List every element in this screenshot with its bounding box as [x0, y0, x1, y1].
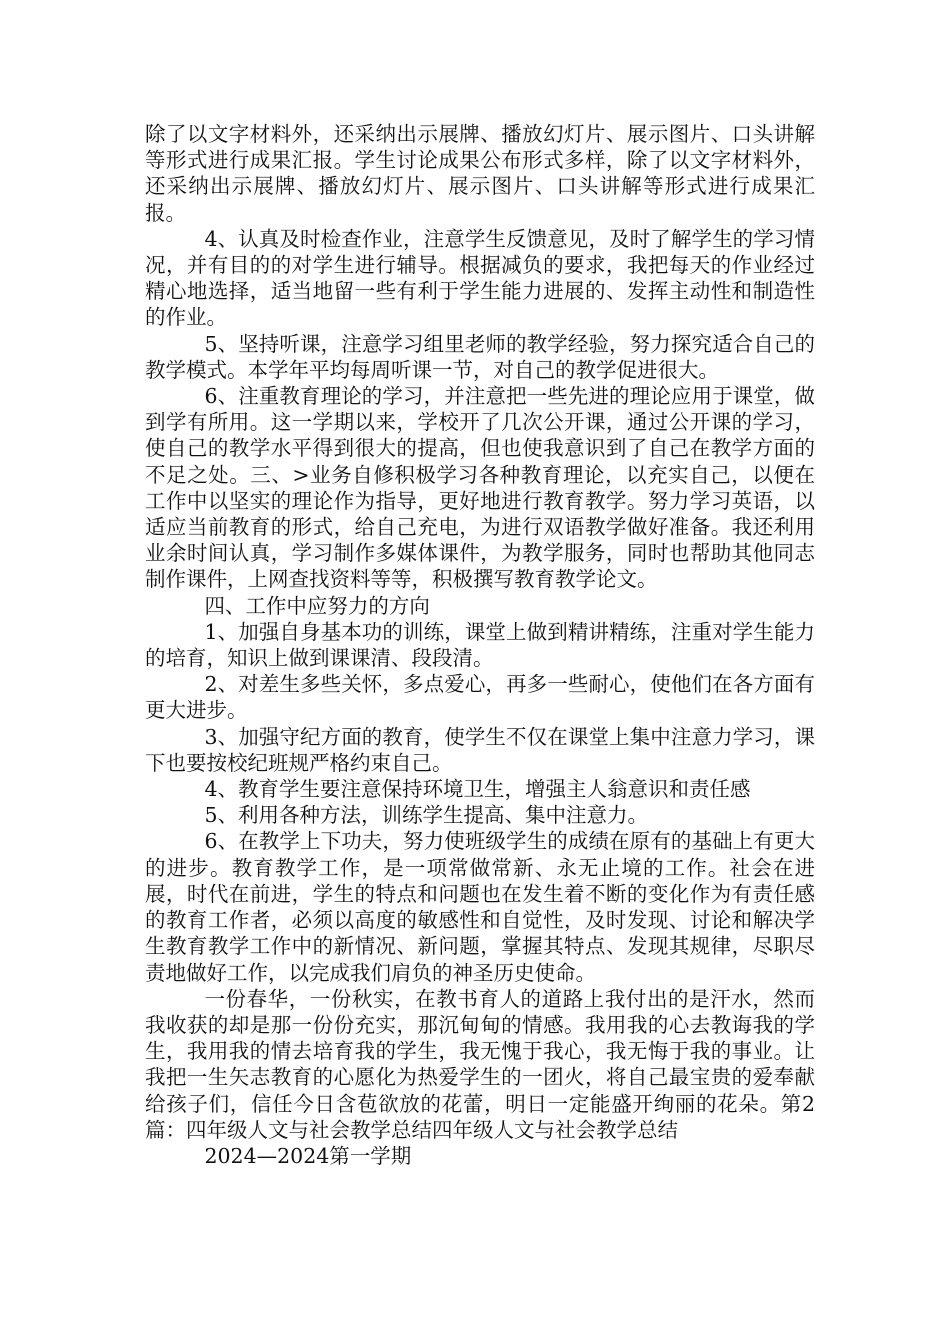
paragraph-direction-2: 2、对差生多些关怀，多点爱心，再多一些耐心，使他们在各方面有更大进步。	[145, 672, 815, 723]
document-body	[145, 121, 815, 1169]
paragraph-intro-continuation: 除了以文字材料外，还采纳出示展牌、播放幻灯片、展示图片、口头讲解等形式进行成果汇报。学生讨论成果公布形式多样，除了以文字材料外，还采纳出示展牌、播放幻灯片、展示图片、口头讲解等形式进行成果汇报。	[145, 122, 815, 225]
paragraph-item-4-homework: 4、认真及时检查作业，注意学生反馈意见，及时了解学生的学习情况，并有目的的对学生进行辅导。根据减负的要求，我把每天的作业经过精心地选择，适当地留一些有利于学生能力进展的、发挥主动性和制造性的作业。	[145, 226, 815, 330]
paragraph-direction-6: 6、在教学上下功夫，努力使班级学生的成绩在原有的基础上有更大的进步。教育教学工作，是一项常做常新、永无止境的工作。社会在进展，时代在前进，学生的特点和问题也在发生着不断的变化作为有责任感的教育工作者，必须以高度的敏感性和自觉性，及时发现、讨论和解决学生教育教学工作中的新情况、新问题，掌握其特点、发现其规律，尽职尽责地做好工作，以完成我们肩负的神圣历史使命。	[145, 829, 815, 985]
paragraph-direction-5: 5、利用各种方法，训练学生提高、集中注意力。	[204, 803, 648, 828]
paragraph-closing: 一份春华，一份秋实，在教书育人的道路上我付出的是汗水，然而我收获的却是那一份份充实，那沉甸甸的情感。我用我的心去教诲我的学生，我用我的情去培育我的学生，我无愧于我心，我无悔于我的事业。让我把一生矢志教育的心愿化为热爱学生的一团火，将自己最宝贵的爱奉献给孩子们，信任今日含苞欲放的花蕾，明日一定能盛开绚丽的花朵。第2篇：四年级人文与社会教学总结四年级人文与社会教学总结	[145, 986, 815, 1142]
paragraph-direction-3: 3、加强守纪方面的教育，使学生不仅在课堂上集中注意力学习，课下也要按校纪班规严格约束自己。	[145, 724, 815, 775]
paragraph-item-5-lesson-observation: 5、坚持听课，注意学习组里老师的教学经验，努力探究适合自己的教学模式。本学年平均每周听课一节，对自己的教学促进很大。	[145, 331, 815, 382]
paragraph-direction-1: 1、加强自身基本功的训练，课堂上做到精讲精练，注重对学生能力的培育，知识上做到课课清、段段清。	[145, 619, 815, 671]
semester-label: 2024—2024第一学期	[204, 1143, 412, 1168]
section-heading-future-direction: 四、工作中应努力的方向	[204, 593, 430, 618]
paragraph-item-6-theory-study: 6、注重教育理论的学习，并注意把一些先进的理论应用于课堂，做到学有所用。这一学期以来，学校开了几次公开课，通过公开课的学习，使自己的教学水平得到很大的提高，但也使我意识到了自己在教学方面的不足之处。三、>业务自修积极学习各种教育理论，以充实自己，以便在工作中以坚实的理论作为指导，更好地进行教育教学。努力学习英语，以适应当前教育的形式，给自己充电，为进行双语教学做好准备。我还利用业余时间认真，学习制作多媒体课件，为教学服务，同时也帮助其他同志制作课件，上网查找资料等等，积极撰写教育教学论文。	[145, 384, 815, 592]
paragraph-direction-4: 4、教育学生要注意保持环境卫生，增强主人翁意识和责任感	[204, 777, 751, 802]
